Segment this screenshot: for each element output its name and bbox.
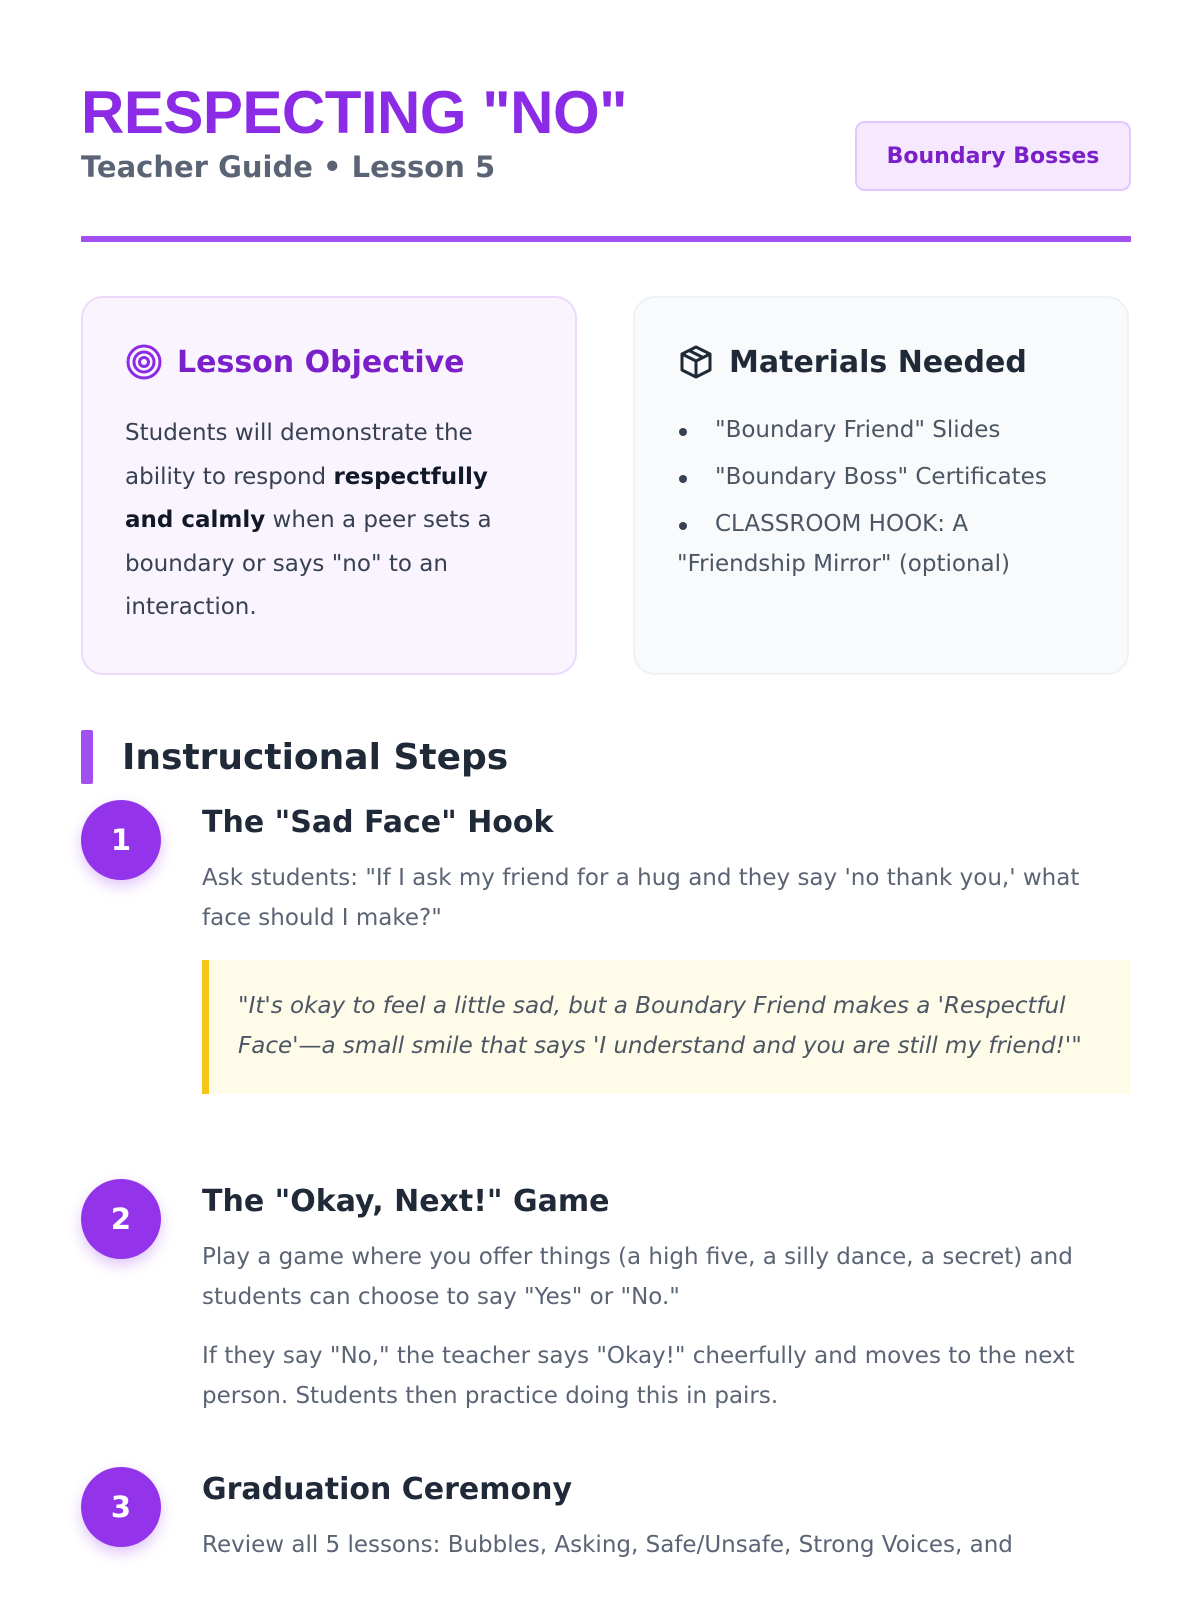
step-description: If they say "No," the teacher says "Okay!" cheerfully and moves to the next person. Students then practice doing this in pairs. [202, 1343, 1075, 1409]
objective-heading: Lesson Objective [177, 344, 465, 380]
step-title: The "Okay, Next!" Game [202, 1184, 610, 1219]
objective-text [125, 412, 525, 630]
page-subtitle: Teacher Guide • Lesson 5 [81, 150, 496, 184]
objective-text-emphasis: respectfully and calmly [125, 463, 488, 533]
steps-section-heading [81, 730, 508, 784]
step-body [202, 1182, 1131, 1416]
step-description: Ask students: "If I ask my friend for a hug and they say 'no thank you,' what face should I make?" [202, 865, 1080, 931]
materials-item: CLASSROOM HOOK: A "Friendship Mirror" (optional) [677, 504, 1085, 584]
materials-heading: Materials Needed [729, 344, 1027, 380]
materials-heading-row [677, 342, 1085, 382]
step-title: The "Sad Face" Hook [202, 805, 554, 840]
section-accent-bar [81, 730, 93, 784]
objective-card [81, 296, 577, 675]
unit-badge: Boundary Bosses [855, 121, 1131, 191]
step-title: Graduation Ceremony [202, 1472, 573, 1507]
materials-item: "Boundary Boss" Certificates [677, 457, 1085, 497]
materials-card [633, 296, 1129, 675]
objective-text-end: when a peer sets a boundary or says "no" to an interaction. [125, 507, 492, 620]
teacher-script-quote: "It's okay to feel a little sad, but a Boundary Friend makes a 'Respectful Face'—a small smile that says 'I understand and you are still my friend!'" [202, 960, 1131, 1094]
step-number: 2 [81, 1179, 161, 1259]
lesson-page [81, 0, 1131, 1558]
info-cards [81, 296, 1131, 675]
step-body [202, 803, 1131, 1094]
steps-section-title: Instructional Steps [122, 736, 509, 778]
step-description: Play a game where you offer things (a high five, a silly dance, a secret) and students can choose to say "Yes" or "No." [202, 1244, 1073, 1310]
materials-item: "Boundary Friend" Slides [677, 410, 1085, 450]
page-title: RESPECTING "NO" [81, 79, 628, 146]
step-number: 3 [81, 1467, 161, 1547]
objective-text-start: Students will demonstrate the ability to respond [125, 420, 473, 490]
step-body [202, 1470, 1131, 1565]
page-header [81, 0, 1131, 242]
box-icon [677, 343, 715, 381]
objective-heading-row [125, 342, 533, 382]
step-number: 1 [81, 800, 161, 880]
target-icon [125, 343, 163, 381]
step-description: Review all 5 lessons: Bubbles, Asking, Safe/Unsafe, Strong Voices, and [202, 1532, 1013, 1558]
header-divider [81, 236, 1131, 242]
materials-list [677, 410, 1085, 584]
